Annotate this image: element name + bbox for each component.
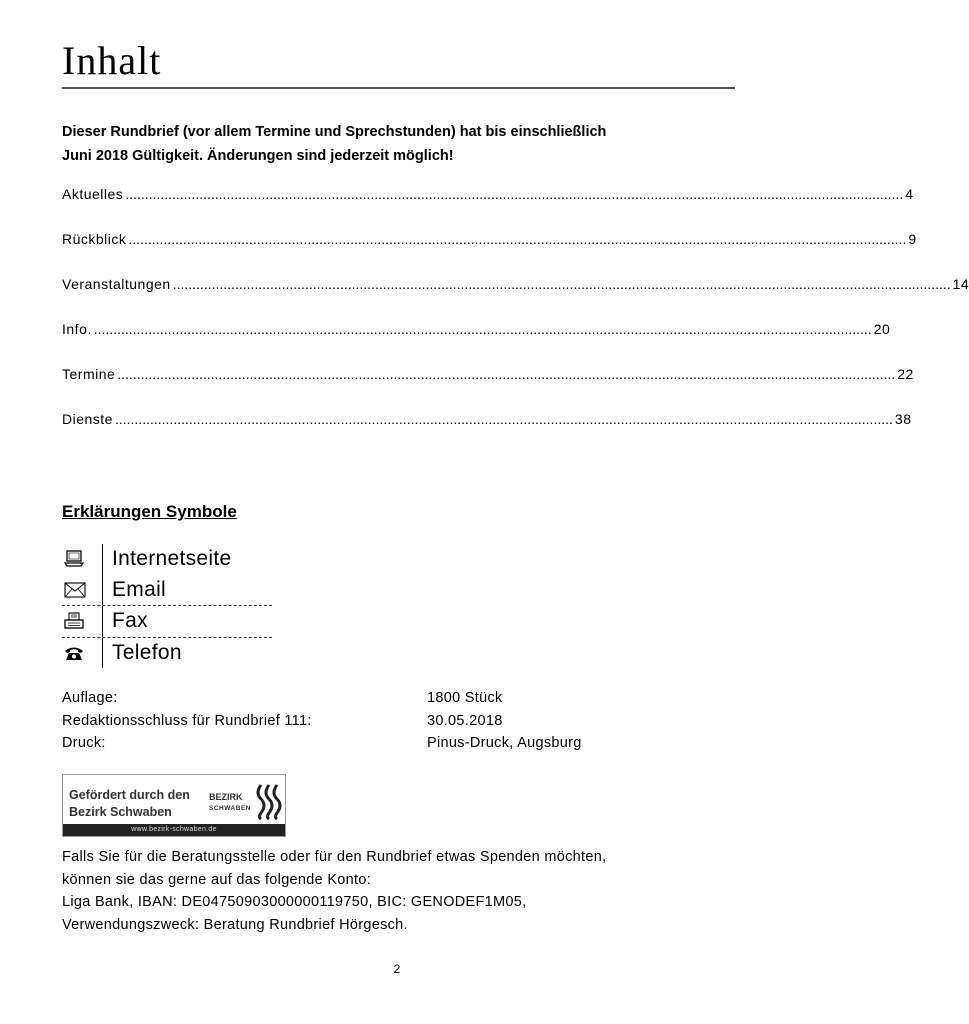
- toc-dot-leader: ........................................................................................................................................................................................................: [128, 231, 907, 247]
- symbol-label: Internetseite: [112, 547, 232, 571]
- sponsor-line: Bezirk Schwaben: [69, 805, 172, 819]
- symbol-row-email: [62, 575, 272, 607]
- toc-page-number: 20: [873, 321, 891, 337]
- info-value: Pinus-Druck, Augsburg: [427, 735, 582, 751]
- toc-label: Aktuelles: [62, 186, 124, 202]
- toc-dot-leader: ........................................................................................................................................................................................................: [125, 186, 904, 202]
- info-label: Auflage:: [62, 690, 118, 706]
- page-number: 2: [393, 962, 401, 976]
- sponsor-url: www.bezirk-schwaben.de: [63, 824, 285, 836]
- sponsor-brand: [209, 791, 251, 815]
- toc-label: Rückblick: [62, 231, 127, 247]
- intro-line: Juni 2018 Gültigkeit. Änderungen sind jederzeit möglich!: [62, 148, 454, 164]
- toc-entry-veranstaltungen[interactable]: [62, 276, 969, 321]
- toc-entry-dienste[interactable]: [62, 411, 912, 456]
- donation-line: Falls Sie für die Beratungsstelle oder für den Rundbrief etwas Spenden möchten,: [62, 849, 607, 865]
- symbol-row-fax: [62, 606, 272, 638]
- toc-page-number: 9: [908, 231, 917, 247]
- donation-info: [62, 846, 702, 936]
- intro-line: Dieser Rundbrief (vor allem Termine und Sprechstunden) hat bis einschließlich: [62, 124, 607, 140]
- telephone-icon: [62, 638, 102, 669]
- symbol-row-website: [62, 544, 272, 575]
- toc-label: Dienste: [62, 411, 113, 427]
- toc-page-number: 38: [894, 411, 912, 427]
- toc-entry-aktuelles[interactable]: [62, 186, 914, 231]
- toc-label: Veranstaltungen: [62, 276, 171, 292]
- symbol-label: Email: [112, 577, 167, 601]
- info-value: 1800 Stück: [427, 690, 503, 706]
- symbol-label: Fax: [112, 609, 148, 633]
- title-divider: [62, 87, 735, 89]
- symbol-label: Telefon: [112, 640, 182, 664]
- symbol-row-telephone: [62, 638, 272, 669]
- toc-label: Info.: [62, 321, 92, 337]
- info-row: [62, 735, 682, 758]
- donation-line: können sie das gerne auf das folgende Konto:: [62, 871, 372, 888]
- toc-page-number: 4: [905, 186, 914, 202]
- sponsor-logo: [62, 774, 286, 837]
- donation-line: Verwendungszweck: Beratung Rundbrief Hörgesch.: [62, 916, 408, 933]
- envelope-icon: [62, 575, 102, 606]
- brand-line: BEZIRK: [209, 792, 243, 802]
- info-row: [62, 690, 682, 713]
- toc-dot-leader: ........................................................................................................................................................................................................: [114, 411, 893, 427]
- toc-dot-leader: ........................................................................................................................................................................................................: [93, 321, 872, 337]
- sponsor-text: [69, 787, 190, 821]
- toc-page-number: 22: [897, 366, 914, 382]
- sponsor-line: Gefördert durch den: [69, 788, 190, 802]
- intro-text: [62, 120, 702, 168]
- info-label: Druck:: [62, 735, 106, 751]
- page-title: Inhalt: [62, 38, 162, 83]
- table-of-contents: [62, 186, 969, 456]
- toc-entry-rueckblick[interactable]: [62, 231, 917, 276]
- info-label: Redaktionsschluss für Rundbrief 111:: [62, 712, 312, 729]
- donation-line: Liga Bank, IBAN: DE04750903000000119750, BIC: GENODEF1M05,: [62, 894, 527, 910]
- symbols-legend: [62, 544, 272, 668]
- bezirk-emblem-icon: [255, 781, 283, 826]
- symbols-heading: Erklärungen Symbole: [62, 502, 237, 521]
- toc-dot-leader: ........................................................................................................................................................................................................: [172, 276, 951, 292]
- computer-icon: [62, 544, 102, 575]
- publication-info: [62, 690, 682, 758]
- fax-icon: [62, 606, 102, 637]
- toc-page-number: 14: [952, 276, 969, 292]
- toc-dot-leader: ........................................................................................................................................................................................................: [117, 366, 896, 382]
- info-row: [62, 713, 682, 736]
- toc-label: Termine: [62, 366, 116, 382]
- toc-entry-termine[interactable]: [62, 366, 914, 411]
- info-value: 30.05.2018: [427, 712, 503, 729]
- brand-line: SCHWABEN: [209, 805, 251, 812]
- toc-entry-info[interactable]: [62, 321, 891, 366]
